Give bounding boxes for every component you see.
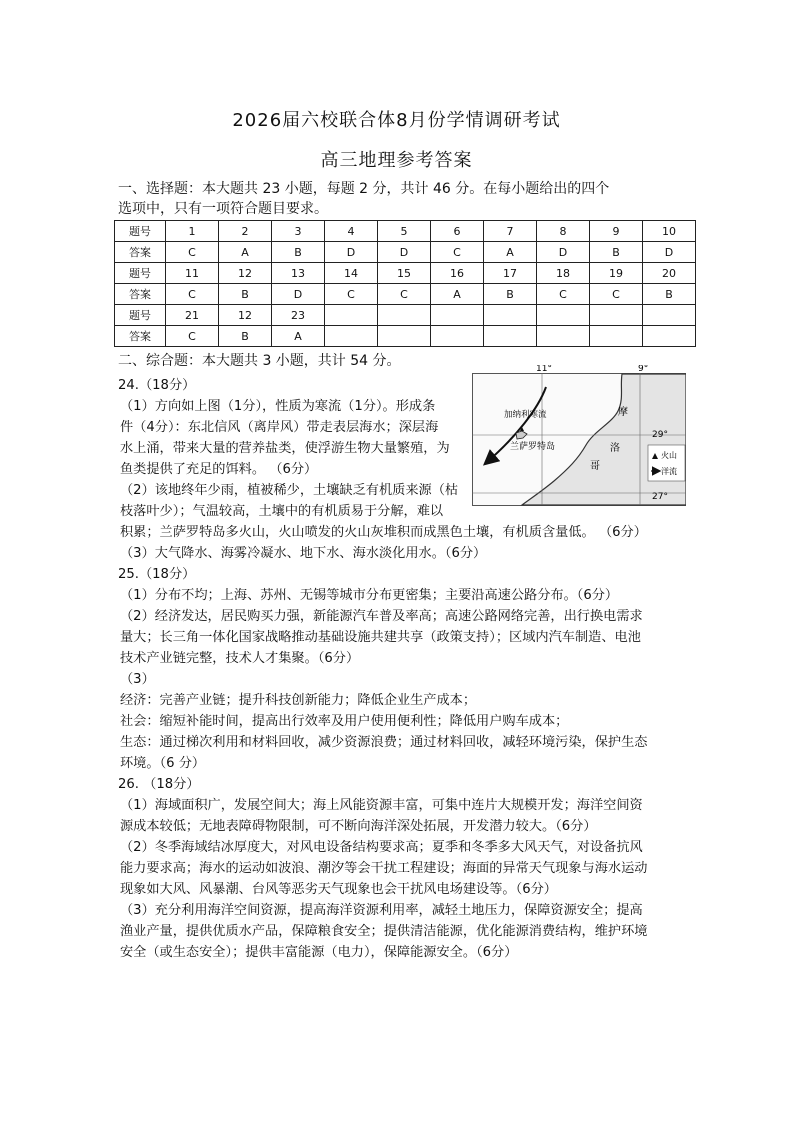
answer-cell: C (166, 242, 219, 263)
answer-cell: C (325, 284, 378, 305)
answer-cell (643, 326, 696, 347)
q25-line: 经济：完善产业链；提升科技创新能力；降低企业生产成本； (120, 693, 477, 708)
q25-line: （1）分布不均；上海、苏州、无锡等城市分布更密集；主要沿高速公路分布。（6分） (120, 588, 619, 603)
question-number-cell: 5 (378, 221, 431, 242)
answer-label-cell: 答案 (115, 284, 166, 305)
question-number-cell (431, 305, 484, 326)
exam-subtitle: 高三地理参考答案 (320, 150, 473, 171)
lat-29-label: 29° (652, 430, 668, 440)
question-number-cell: 7 (484, 221, 537, 242)
q24-line: 件（4分）：东北信风（离岸风）带走表层海水；深层海 (120, 420, 439, 435)
question-number-cell: 4 (325, 221, 378, 242)
answer-cell: B (272, 242, 325, 263)
q24-line: 鱼类提供了充足的饵料。 （6分） (120, 462, 318, 477)
question-number-cell: 3 (272, 221, 325, 242)
section2-heading: 二、综合题：本大题共 3 小题，共计 54 分。 (118, 353, 401, 369)
question-number-cell: 1 (166, 221, 219, 242)
question-number-cell: 12 (219, 263, 272, 284)
question-number-cell: 23 (272, 305, 325, 326)
answer-cell: A (219, 242, 272, 263)
answer-cell: B (219, 326, 272, 347)
answer-cell: A (484, 242, 537, 263)
lon-11-label: 11° (536, 365, 552, 374)
q24-line: 积累；兰萨罗特岛多火山，火山喷发的火山灰堆积而成黑色土壤，有机质含量低。 （6分） (120, 525, 647, 540)
answer-cell: D (378, 242, 431, 263)
country-label-1: 摩 (618, 407, 628, 418)
question-number-row (115, 263, 696, 284)
question-number-cell (325, 305, 378, 326)
question-number-cell: 13 (272, 263, 325, 284)
question-number-cell: 19 (590, 263, 643, 284)
answer-cell: D (643, 242, 696, 263)
q25-line: 技术产业链完整，技术人才集聚。（6分） (120, 651, 360, 666)
answer-row (115, 242, 696, 263)
current-label: 加纳利寒流 (504, 410, 547, 420)
question-label-cell: 题号 (115, 305, 166, 326)
q26-line: （1）海域面积广，发展空间大；海上风能资源丰富，可集中连片大规模开发；海洋空间资 (120, 798, 643, 813)
answer-cell: C (590, 284, 643, 305)
question-number-cell: 18 (537, 263, 590, 284)
question-number-cell (537, 305, 590, 326)
q25-line: 社会：缩短补能时间，提高出行效率及用户使用便利性；降低用户购车成本； (120, 714, 569, 729)
section1-line1: 一、选择题：本大题共 23 小题，每题 2 分，共计 46 分。在每小题给出的四个 (118, 181, 610, 197)
q25-line: （2）经济发达，居民购买力强，新能源汽车普及率高；高速公路网络完善，出行换电需求 (120, 609, 643, 624)
q24-line: 水上涌，带来大量的营养盐类，使浮游生物大量繁殖，为 (120, 441, 450, 456)
answer-cell: D (272, 284, 325, 305)
q24-line: （1）方向如上图（1分），性质为寒流（1分）。形成条 (120, 399, 436, 414)
answer-cell: A (431, 284, 484, 305)
lat-27-label: 27° (652, 492, 668, 502)
question-number-cell: 21 (166, 305, 219, 326)
answer-cell: D (325, 242, 378, 263)
answer-cell: D (537, 242, 590, 263)
q26-line: 能力要求高；海水的运动如波浪、潮汐等会干扰工程建设；海面的异常天气现象与海水运动 (120, 861, 648, 876)
question-number-cell: 8 (537, 221, 590, 242)
answer-table (114, 220, 696, 347)
question-number-cell (484, 305, 537, 326)
question-label-cell: 题号 (115, 221, 166, 242)
legend-volcano-label: 火山 (661, 451, 677, 460)
answer-label-cell: 答案 (115, 326, 166, 347)
q24-line: （3）大气降水、海雾冷凝水、地下水、海水淡化用水。（6分） (120, 546, 487, 561)
answer-label-cell: 答案 (115, 242, 166, 263)
answer-cell: B (643, 284, 696, 305)
answer-cell (590, 326, 643, 347)
lon-9-label: 9° (638, 365, 649, 374)
question-number-row (115, 305, 696, 326)
question-number-cell (643, 305, 696, 326)
question-number-cell: 6 (431, 221, 484, 242)
q26-line: 现象如大风、风暴潮、台风等恶劣天气现象也会干扰风电场建设等。（6分） (120, 882, 557, 897)
q24-line: （2）该地终年少雨，植被稀少，土壤缺乏有机质来源（枯 (120, 483, 459, 498)
q26-heading: 26. （18分） (118, 777, 200, 792)
answer-cell (537, 326, 590, 347)
question-number-cell: 2 (219, 221, 272, 242)
q26-line: 渔业产量，提供优质水产品，保障粮食安全；提供清洁能源，优化能源消费结构，维护环境 (120, 924, 648, 939)
answer-cell: C (537, 284, 590, 305)
legend-current-label: 洋流 (661, 467, 677, 476)
q26-line: 安全（或生态安全）；提供丰富能源（电力），保障能源安全。（6分） (120, 945, 518, 960)
question-number-cell: 14 (325, 263, 378, 284)
question-number-row (115, 221, 696, 242)
question-number-cell (378, 305, 431, 326)
answer-cell (484, 326, 537, 347)
question-number-cell: 12 (219, 305, 272, 326)
exam-title: 2026届六校联合体8月份学情调研考试 (232, 110, 561, 131)
answer-cell: A (272, 326, 325, 347)
question-number-cell (590, 305, 643, 326)
answer-cell (378, 326, 431, 347)
answer-row (115, 284, 696, 305)
canary-current-map (472, 365, 686, 507)
question-number-cell: 16 (431, 263, 484, 284)
answer-cell (325, 326, 378, 347)
answer-cell: C (166, 326, 219, 347)
island-label: 兰萨罗特岛 (510, 442, 556, 452)
question-number-cell: 20 (643, 263, 696, 284)
q25-line: 环境。（6 分） (120, 756, 206, 771)
question-number-cell: 9 (590, 221, 643, 242)
q26-line: （3）充分利用海洋空间资源，提高海洋资源利用率，减轻土地压力，保障资源安全；提高 (120, 903, 643, 918)
question-number-cell: 11 (166, 263, 219, 284)
answer-row (115, 326, 696, 347)
q26-line: （2）冬季海域结冰厚度大，对风电设备结构要求高；夏季和冬季多大风天气，对设备抗风 (120, 840, 643, 855)
country-label-3: 哥 (590, 461, 600, 472)
answer-cell: C (166, 284, 219, 305)
answer-cell (431, 326, 484, 347)
question-number-cell: 17 (484, 263, 537, 284)
section1-line2: 选项中，只有一项符合题目要求。 (118, 201, 328, 217)
answer-cell: B (590, 242, 643, 263)
q24-heading: 24.（18分） (118, 378, 196, 393)
q25-line: 量大；长三角一体化国家战略推动基础设施共建共享（政策支持）；区域内汽车制造、电池 (120, 630, 641, 645)
q24-line: 枝落叶少）；气温较高，土壤中的有机质易于分解，难以 (120, 504, 444, 519)
answer-cell: C (431, 242, 484, 263)
question-label-cell: 题号 (115, 263, 166, 284)
question-number-cell: 15 (378, 263, 431, 284)
q25-line: 生态：通过梯次利用和材料回收，减少资源浪费；通过材料回收，减轻环境污染，保护生态 (120, 735, 648, 750)
q25-heading: 25.（18分） (118, 567, 196, 582)
question-number-cell: 10 (643, 221, 696, 242)
country-label-2: 洛 (610, 443, 620, 454)
answer-cell: B (219, 284, 272, 305)
answer-cell: B (484, 284, 537, 305)
q26-line: 源成本较低；无地表障碍物限制，可不断向海洋深处拓展，开发潜力较大。（6分） (120, 819, 597, 834)
q25-line: （3） (120, 672, 155, 687)
answer-cell: C (378, 284, 431, 305)
